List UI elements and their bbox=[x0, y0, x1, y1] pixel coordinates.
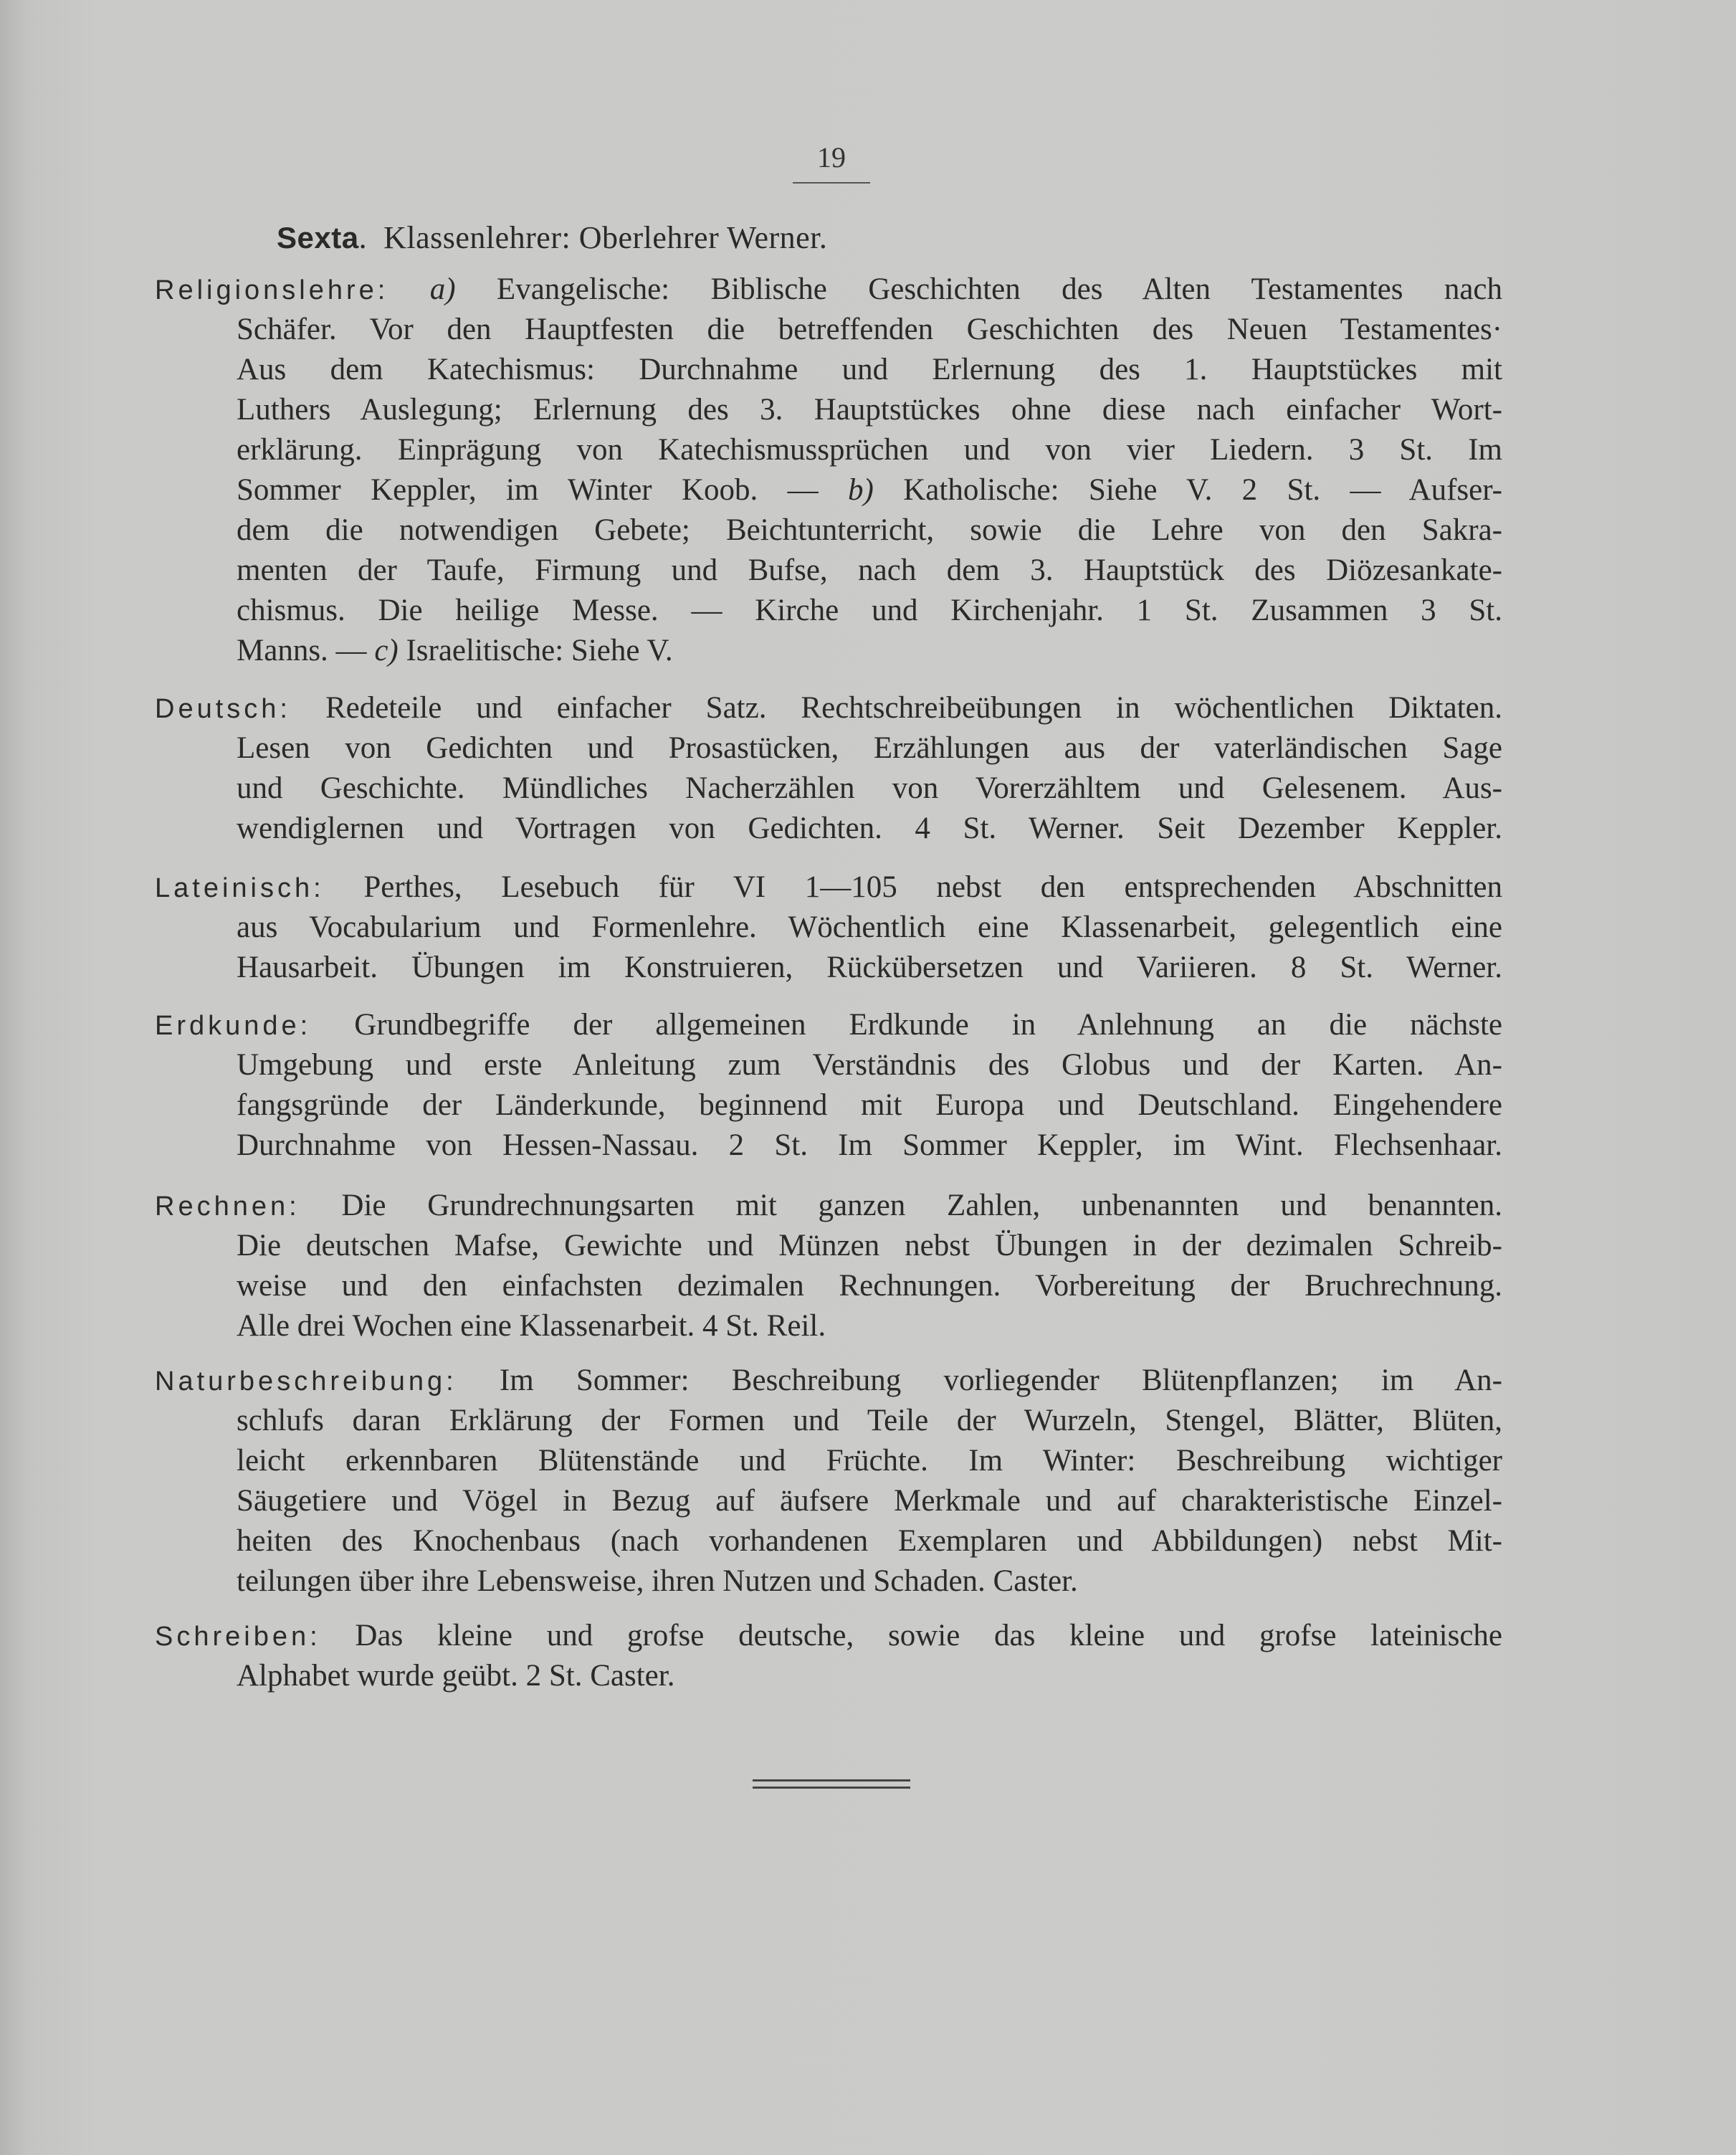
paragraph-line: teilungen über ihre Lebensweise, ihren Nutzen und Schaden. Caster. bbox=[237, 1564, 1078, 1598]
subject-label: Lateinisch: bbox=[155, 873, 325, 903]
line-text: Israelitische: Siehe V. bbox=[406, 634, 673, 667]
enum-marker: a) bbox=[429, 272, 456, 306]
paragraph-line bbox=[155, 1616, 1502, 1656]
paragraph-line: chismus. Die heilige Messe. — Kirche und Kirchenjahr. 1 St. Zusammen 3 St. bbox=[237, 594, 1502, 627]
paragraph-line: Durchnahme von Hessen-Nassau. 2 St. Im Sommer Keppler, im Wint. Flechsenhaar. bbox=[237, 1128, 1502, 1162]
class-teacher: Klassenlehrer: Oberlehrer Werner. bbox=[383, 220, 828, 255]
paragraph-line: aus Vocabularium und Formenlehre. Wöchentlich eine Klassenarbeit, gelegentlich eine bbox=[237, 910, 1502, 944]
subject-label: Schreiben: bbox=[155, 1622, 321, 1652]
paragraph-line: menten der Taufe, Firmung und Bufse, nach dem 3. Hauptstück des Diözesankate- bbox=[237, 553, 1502, 587]
paragraph-line: Schäfer. Vor den Hauptfesten die betreffenden Geschichten des Neuen Testamentes· bbox=[237, 313, 1502, 346]
paragraph-line bbox=[155, 1005, 1502, 1045]
section-latein bbox=[155, 867, 1502, 988]
line-text: Das kleine und grofse deutsche, sowie das kleine und grofse lateinische bbox=[355, 1619, 1502, 1652]
section-schreiben bbox=[155, 1616, 1502, 1696]
class-name-separator: . bbox=[358, 220, 368, 255]
line-text: Katholische: Siehe V. 2 St. — Aufser- bbox=[903, 473, 1502, 507]
paragraph-line: Umgebung und erste Anleitung zum Verständnis des Globus und der Karten. An- bbox=[237, 1048, 1502, 1082]
line-text: Sommer Keppler, im Winter Koob. — bbox=[237, 473, 819, 507]
enum-marker: b) bbox=[848, 473, 874, 507]
paragraph-line: erklärung. Einprägung von Katechismussprüchen und von vier Liedern. 3 St. Im bbox=[237, 433, 1502, 467]
paragraph-line: wendiglernen und Vortragen von Gedichten. 4 St. Werner. Seit Dezember Keppler. bbox=[237, 812, 1502, 845]
paragraph-line: schlufs daran Erklärung der Formen und Teile der Wurzeln, Stengel, Blätter, Blüten, bbox=[237, 1404, 1502, 1437]
end-rule-top bbox=[753, 1779, 910, 1781]
paragraph-line bbox=[155, 688, 1502, 728]
end-rule-bottom bbox=[753, 1787, 910, 1789]
section-rechnen bbox=[155, 1186, 1502, 1346]
paragraph-line: und Geschichte. Mündliches Nacherzählen von Vorerzähltem und Gelesenem. Aus- bbox=[237, 771, 1502, 805]
subject-label: Erdkunde: bbox=[155, 1011, 312, 1041]
class-name: Sexta bbox=[277, 221, 359, 254]
paragraph-line bbox=[155, 270, 1502, 310]
subject-label: Naturbeschreibung: bbox=[155, 1366, 457, 1397]
paragraph-line: dem die notwendigen Gebete; Beichtunterricht, sowie die Lehre von den Sakra- bbox=[237, 513, 1502, 547]
paragraph-line bbox=[155, 867, 1502, 908]
line-text: Evangelische: Biblische Geschichten des Alten Testamentes nach bbox=[496, 272, 1502, 306]
paragraph-line: heiten des Knochenbaus (nach vorhandenen Exemplaren und Abbildungen) nebst Mit- bbox=[237, 1524, 1502, 1558]
paragraph-line: Luthers Auslegung; Erlernung des 3. Hauptstückes ohne diese nach einfacher Wort- bbox=[237, 393, 1502, 427]
section-natur bbox=[155, 1361, 1502, 1602]
line-text: Manns. — bbox=[237, 634, 367, 667]
paragraph-line bbox=[155, 1186, 1502, 1226]
paragraph-line: weise und den einfachsten dezimalen Rechnungen. Vorbereitung der Bruchrechnung. bbox=[237, 1269, 1502, 1303]
line-text: Redeteile und einfacher Satz. Rechtschreibeübungen in wöchentlichen Diktaten. bbox=[325, 691, 1502, 725]
paragraph-line bbox=[237, 470, 1502, 510]
paragraph-line: Alphabet wurde geübt. 2 St. Caster. bbox=[237, 1659, 675, 1693]
line-text: Perthes, Lesebuch für VI 1—105 nebst den entsprechenden Abschnitten bbox=[363, 870, 1503, 904]
paragraph-line bbox=[237, 631, 1502, 671]
section-erdkunde bbox=[155, 1005, 1502, 1166]
paragraph-line: Hausarbeit. Übungen im Konstruieren, Rückübersetzen und Variieren. 8 St. Werner. bbox=[237, 951, 1502, 984]
subject-label: Rechnen: bbox=[155, 1191, 300, 1222]
paragraph-line: Die deutschen Mafse, Gewichte und Münzen nebst Übungen in der dezimalen Schreib- bbox=[237, 1229, 1502, 1262]
subject-label: Deutsch: bbox=[155, 694, 291, 724]
paragraph-line: Alle drei Wochen eine Klassenarbeit. 4 St. Reil. bbox=[237, 1309, 826, 1343]
section-religion bbox=[155, 270, 1502, 671]
section-deutsch bbox=[155, 688, 1502, 849]
class-heading bbox=[277, 219, 827, 256]
paragraph-line bbox=[155, 1361, 1502, 1401]
line-text: Die Grundrechnungsarten mit ganzen Zahlen, unbenannten und benannten. bbox=[341, 1189, 1502, 1222]
paragraph-line: fangsgründe der Länderkunde, beginnend mit Europa und Deutschland. Eingehendere bbox=[237, 1088, 1502, 1122]
subject-label: Religionslehre: bbox=[155, 275, 389, 305]
paragraph-line: Säugetiere und Vögel in Bezug auf äufsere Merkmale und auf charakteristische Einzel- bbox=[237, 1484, 1502, 1518]
page-number-rule bbox=[793, 182, 870, 184]
line-text: Im Sommer: Beschreibung vorliegender Blütenpflanzen; im An- bbox=[499, 1364, 1502, 1397]
paragraph-line: Lesen von Gedichten und Prosastücken, Erzählungen aus der vaterländischen Sage bbox=[237, 731, 1502, 765]
line-text: Grundbegriffe der allgemeinen Erdkunde in Anlehnung an die nächste bbox=[354, 1008, 1503, 1042]
paragraph-line: leicht erkennbaren Blütenstände und Früchte. Im Winter: Beschreibung wichtiger bbox=[237, 1444, 1502, 1478]
enum-marker: c) bbox=[374, 634, 399, 667]
paragraph-line: Aus dem Katechismus: Durchnahme und Erlernung des 1. Hauptstückes mit bbox=[237, 353, 1502, 386]
page-number: 19 bbox=[817, 141, 846, 173]
